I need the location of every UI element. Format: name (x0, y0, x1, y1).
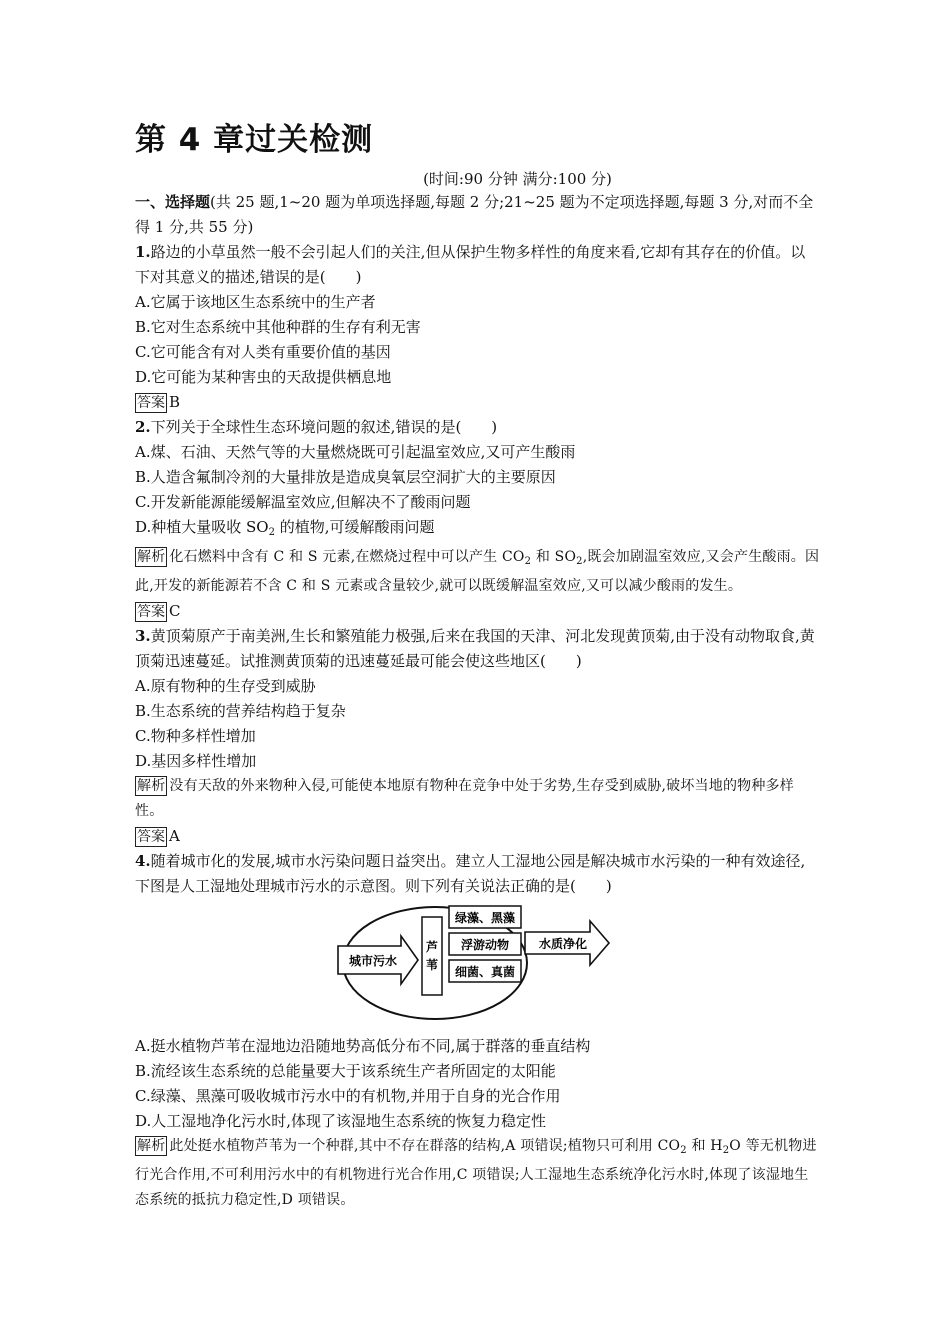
option-d-text: D.种植大量吸收 SO (135, 518, 269, 536)
analysis-block (135, 774, 820, 824)
answer-value: C (169, 602, 181, 620)
answer-value: B (169, 393, 181, 411)
question-number: 3. (135, 627, 151, 645)
question-text: 随着城市化的发展,城市水污染问题日益突出。建立人工湿地公园是解决城市水污染的一种有效途径,下图是人工湿地处理城市污水的示意图。则下列有关说法正确的是( ) (135, 852, 806, 895)
answer-line (135, 390, 820, 415)
question-text: 下列关于全球性生态环境问题的叙述,错误的是( ) (150, 418, 498, 436)
analysis-block (135, 1134, 820, 1213)
question-number: 4. (135, 852, 151, 870)
answer-line (135, 599, 820, 624)
analysis-text: 没有天敌的外来物种入侵,可能使本地原有物种在竞争中处于劣势,生存受到威胁,破坏当地的物种多样性。 (135, 778, 794, 819)
option-c: C.它可能含有对人类有重要价值的基因 (135, 343, 391, 361)
subscript: 2 (680, 1145, 687, 1156)
analysis-text: 此处挺水植物芦苇为一个种群,其中不存在群落的结构,A 项错误;植物只可利用 CO (169, 1138, 681, 1154)
question-text: 黄顶菊原产于南美洲,生长和繁殖能力极强,后来在我国的天津、河北发现黄顶菊,由于没有动物取食,黄顶菊迅速蔓延。试推测黄顶菊的迅速蔓延最可能会使这些地区( ) (135, 627, 815, 670)
option-b: B.流经该生态系统的总能量要大于该系统生产者所固定的太阳能 (135, 1062, 556, 1080)
option-d: D.人工湿地净化污水时,体现了该湿地生态系统的恢复力稳定性 (135, 1112, 547, 1130)
option-b: B.生态系统的营养结构趋于复杂 (135, 702, 346, 720)
reed-label-2: 苇 (425, 958, 439, 972)
analysis-tag: 解析 (137, 1138, 166, 1154)
subscript: 2 (576, 556, 583, 567)
option-a: A.原有物种的生存受到威胁 (135, 677, 316, 695)
question-stem (135, 240, 820, 290)
analysis-text: 化石燃料中含有 C 和 S 元素,在燃烧过程中可以产生 CO (169, 549, 525, 565)
option-b: B.人造含氟制冷剂的大量排放是造成臭氧层空洞扩大的主要原因 (135, 468, 556, 486)
option-c: C.开发新能源能缓解温室效应,但解决不了酸雨问题 (135, 493, 471, 511)
section-heading (135, 190, 820, 240)
zooplankton-label: 浮游动物 (460, 938, 510, 952)
analysis-text: 和 SO (531, 549, 577, 565)
question-2 (135, 415, 820, 624)
analysis-block (135, 545, 820, 599)
input-label: 城市污水 (348, 954, 398, 968)
option-d (135, 515, 820, 545)
analysis-tag: 解析 (137, 778, 166, 794)
analysis-text: ,既会加剧温室效应,又会产生酸雨。因此,开发的新能源若不含 C 和 S 元素或含量较少,就可以既缓解温室效应,又可以减少酸雨的发生。 (135, 549, 820, 594)
section-title: 一、选择题 (135, 193, 211, 211)
reed-box (422, 917, 442, 995)
question-4 (135, 849, 820, 1213)
answer-tag: 答案 (137, 395, 165, 411)
answer-tag: 答案 (137, 604, 165, 620)
question-text: 路边的小草虽然一般不会引起人们的关注,但从保护生物多样性的角度来看,它却有其存在的价值。以下对其意义的描述,错误的是( ) (135, 243, 806, 286)
question-stem (135, 415, 820, 440)
exam-time-info: (时间:90 分钟 满分:100 分) (423, 170, 612, 188)
option-c: C.物种多样性增加 (135, 727, 256, 745)
answer-line (135, 824, 820, 849)
subscript: 2 (268, 527, 275, 538)
subscript: 2 (524, 556, 532, 567)
wetland-diagram (135, 899, 820, 1034)
analysis-text: 和 H (686, 1138, 723, 1154)
subscript: 2 (722, 1145, 730, 1156)
answer-value: A (169, 827, 180, 845)
reed-label-1: 芦 (425, 940, 439, 954)
analysis-text: O 等无机物进行光合作用,不可利用污水中的有机物进行光合作用,C 项错误;人工湿地生态系统净化污水时,体现了该湿地生态系统的抵抗力稳定性,D 项错误。 (135, 1138, 817, 1208)
page-title: 第 4 章过关检测 (135, 122, 374, 158)
document-page (135, 118, 820, 1213)
option-d: D.它可能为某种害虫的天敌提供栖息地 (135, 368, 392, 386)
microbes-label: 细菌、真菌 (454, 965, 516, 979)
analysis-tag: 解析 (137, 549, 166, 565)
output-label: 水质净化 (538, 937, 588, 951)
option-a: A.它属于该地区生态系统中的生产者 (135, 293, 376, 311)
option-b: B.它对生态系统中其他种群的生存有利无害 (135, 318, 421, 336)
question-stem (135, 849, 820, 899)
question-number: 1. (135, 243, 151, 261)
algae-label: 绿藻、黑藻 (454, 911, 516, 925)
answer-tag: 答案 (137, 829, 165, 845)
option-a: A.挺水植物芦苇在湿地边沿随地势高低分布不同,属于群落的垂直结构 (135, 1037, 591, 1055)
wetland-diagram-svg (135, 899, 820, 1034)
section-note: (共 25 题,1~20 题为单项选择题,每题 2 分;21~25 题为不定项选择题,每题 3 分,对而不全得 1 分,共 55 分) (135, 193, 814, 236)
question-number: 2. (135, 418, 151, 436)
option-d: D.基因多样性增加 (135, 752, 257, 770)
option-a: A.煤、石油、天然气等的大量燃烧既可引起温室效应,又可产生酸雨 (135, 443, 576, 461)
question-3 (135, 624, 820, 849)
question-stem (135, 624, 820, 674)
option-c: C.绿藻、黑藻可吸收城市污水中的有机物,并用于自身的光合作用 (135, 1087, 561, 1105)
option-d-text-end: 的植物,可缓解酸雨问题 (274, 518, 435, 536)
question-1 (135, 240, 820, 415)
